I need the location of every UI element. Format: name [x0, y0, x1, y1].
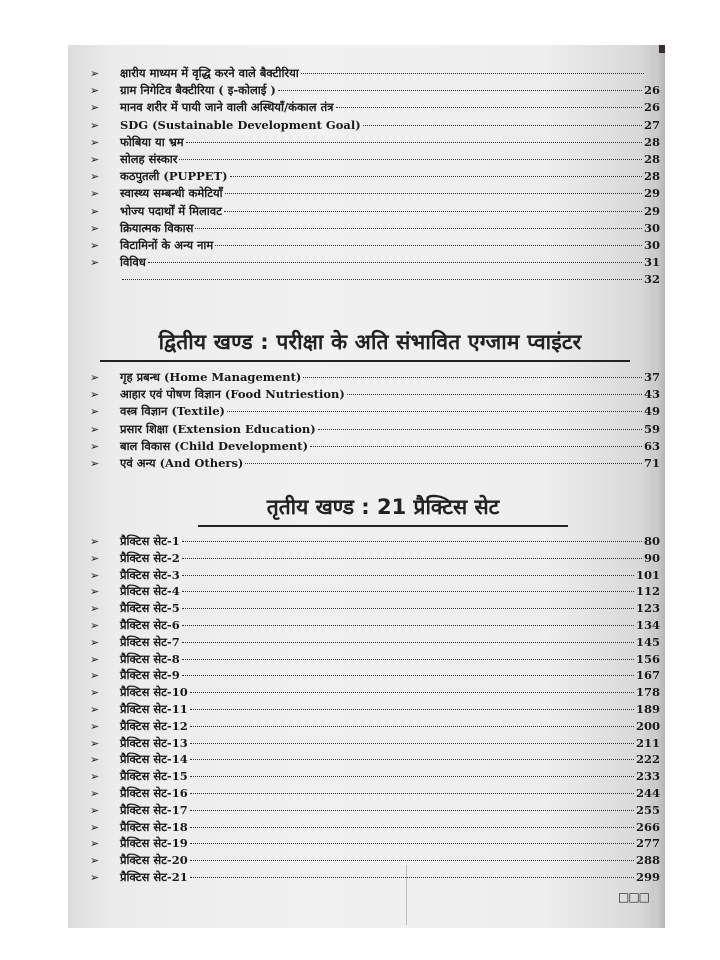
toc-entry-page-number: 123 [635, 601, 660, 616]
toc-entry-title: प्रैक्टिस सेट-13 [120, 735, 188, 750]
toc-entry[interactable] [90, 455, 660, 472]
section-3-underline [198, 525, 568, 527]
bullet-arrow-icon: ➢ [90, 67, 100, 80]
toc-entry-title: कठपुतली (PUPPET) [120, 169, 228, 184]
toc-entry[interactable] [90, 768, 660, 785]
dot-leader [190, 877, 634, 878]
toc-entry[interactable] [90, 852, 660, 869]
toc-entry[interactable] [90, 438, 660, 455]
toc-entry-page-number: 277 [635, 836, 660, 851]
dot-leader [215, 245, 642, 246]
bullet-arrow-icon: ➢ [90, 803, 100, 817]
toc-entry[interactable] [90, 237, 660, 254]
dot-leader [190, 793, 634, 794]
toc-entry-page-number: 244 [635, 785, 660, 800]
toc-entry[interactable] [90, 421, 660, 438]
dot-leader [148, 262, 642, 263]
bullet-arrow-icon: ➢ [90, 256, 100, 270]
toc-entry[interactable] [90, 802, 660, 819]
toc-entry-page-number: 255 [635, 802, 660, 817]
toc-entry[interactable] [90, 99, 660, 116]
toc-entry-page-number: 134 [635, 617, 660, 632]
bullet-arrow-icon: ➢ [90, 221, 100, 235]
toc-entry[interactable] [90, 168, 660, 185]
toc-entry-title: क्षारीय माध्यम में वृद्धि करने वाले बैक्टीरिया [120, 66, 299, 80]
bullet-arrow-icon: ➢ [90, 101, 100, 115]
bullet-arrow-icon: ➢ [90, 152, 100, 166]
dot-leader [190, 743, 634, 744]
bullet-arrow-icon: ➢ [90, 686, 100, 700]
dot-leader [318, 429, 642, 430]
toc-entry[interactable] [90, 185, 660, 202]
section-3-title: तृतीय खण्ड : 21 प्रैक्टिस सेट [266, 495, 500, 519]
section-3-heading [198, 493, 568, 527]
toc-entry-title: बाल विकास (Child Development) [120, 438, 309, 453]
toc-entry-title: प्रैक्टिस सेट-20 [120, 853, 188, 868]
bullet-arrow-icon: ➢ [90, 439, 100, 453]
toc-entry-page-number: 233 [635, 769, 660, 784]
dot-leader [336, 107, 642, 108]
dot-leader [190, 776, 634, 777]
dot-leader [363, 125, 642, 126]
dot-leader [278, 90, 642, 91]
bullet-arrow-icon: ➢ [90, 770, 100, 784]
toc-entry[interactable] [90, 835, 660, 852]
dot-leader [190, 709, 634, 710]
toc-entry-title: प्रैक्टिस सेट-16 [120, 785, 188, 800]
section-2-underline [100, 360, 630, 362]
dot-leader [195, 228, 642, 229]
toc-entry-title: आहार एवं पोषण विज्ञान (Food Nutriestion) [120, 387, 345, 402]
toc-entry-title: क्रियात्मक विकास [120, 220, 194, 235]
toc-entry-page-number: 30 [643, 237, 660, 252]
dot-leader [310, 446, 642, 447]
dot-leader [182, 659, 634, 660]
dot-leader [230, 176, 642, 177]
toc-entry-title: प्रैक्टिस सेट-5 [120, 601, 180, 616]
dot-leader [301, 73, 644, 74]
book-page [68, 45, 665, 928]
dot-leader [190, 759, 634, 760]
toc-entry-page-number: 299 [635, 869, 660, 884]
toc-entry[interactable] [90, 151, 660, 168]
toc-entry-page-number: 26 [643, 100, 660, 115]
dot-leader [303, 377, 642, 378]
page-crease [406, 865, 407, 925]
dot-leader [225, 193, 642, 194]
toc-entry-title: प्रैक्टिस सेट-12 [120, 718, 188, 733]
toc-entry[interactable] [90, 667, 660, 684]
bullet-arrow-icon: ➢ [90, 652, 100, 666]
toc-entry-page-number: 31 [643, 255, 660, 270]
bullet-arrow-icon: ➢ [90, 568, 100, 582]
bullet-arrow-icon: ➢ [90, 786, 100, 800]
bullet-arrow-icon: ➢ [90, 238, 100, 252]
toc-entry-title: प्रैक्टिस सेट-8 [120, 651, 180, 666]
toc-entry-page-number: 32 [643, 272, 660, 287]
bullet-arrow-icon: ➢ [90, 84, 100, 98]
bullet-arrow-icon: ➢ [90, 371, 100, 384]
toc-entry[interactable] [90, 65, 660, 82]
bullet-arrow-icon: ➢ [90, 719, 100, 733]
toc-entry-page-number: 71 [643, 455, 660, 470]
toc-entry-page-number: 30 [643, 220, 660, 235]
toc-entry[interactable] [90, 203, 660, 220]
toc-entry[interactable] [90, 684, 660, 701]
toc-entry-page-number: 29 [643, 186, 660, 201]
bullet-arrow-icon: ➢ [90, 135, 100, 149]
toc-entry-page-number: 43 [643, 387, 660, 402]
toc-entry-title: विटामिनों के अन्य नाम [120, 237, 214, 252]
toc-entry-title: एवं अन्य (And Others) [120, 455, 244, 470]
toc-entry[interactable] [90, 386, 660, 403]
toc-entry-page-number: 145 [635, 634, 660, 649]
toc-entry[interactable] [90, 785, 660, 802]
dot-leader [182, 608, 634, 609]
end-of-section-mark: □□□ [617, 890, 649, 904]
dot-leader [190, 692, 634, 693]
toc-entry-title: ग्राम निगेटिव बैक्टीरिया ( इ-कोलाई ) [120, 83, 276, 98]
bullet-arrow-icon: ➢ [90, 736, 100, 750]
dot-leader [182, 591, 634, 592]
toc-entry[interactable] [90, 254, 660, 271]
toc-entry[interactable] [90, 751, 660, 768]
toc-entry-title: प्रसार शिक्षा (Extension Education) [120, 421, 316, 436]
dot-leader [190, 726, 634, 727]
toc-entry-title: प्रैक्टिस सेट-11 [120, 701, 188, 716]
toc-entry[interactable] [90, 134, 660, 151]
dot-leader [186, 142, 642, 143]
dot-leader [190, 827, 634, 828]
toc-entry-page-number: 178 [635, 685, 660, 700]
toc-entry-page-number: 90 [643, 550, 660, 565]
bullet-arrow-icon: ➢ [90, 820, 100, 834]
toc-entry-page-number: 156 [635, 651, 660, 666]
bullet-arrow-icon: ➢ [90, 422, 100, 436]
bullet-arrow-icon: ➢ [90, 602, 100, 616]
dot-leader [190, 843, 634, 844]
bullet-arrow-icon: ➢ [90, 456, 100, 470]
toc-entry-page-number: 59 [643, 421, 660, 436]
toc-entry[interactable] [90, 583, 660, 600]
bullet-arrow-icon: ➢ [90, 585, 100, 599]
toc-entry[interactable] [90, 271, 660, 288]
dot-leader [182, 575, 634, 576]
toc-entry[interactable] [90, 701, 660, 718]
bullet-arrow-icon: ➢ [90, 618, 100, 632]
toc-entry-title: भोज्य पदार्थों में मिलावट [120, 203, 222, 218]
toc-entry-title: प्रैक्टिस सेट-14 [120, 752, 188, 767]
toc-entry-title: प्रैक्टिस सेट-1 [120, 534, 180, 548]
toc-entry-page-number: 101 [635, 567, 660, 582]
toc-entry[interactable] [90, 617, 660, 634]
toc-entry-page-number: 26 [643, 83, 660, 98]
dot-leader [182, 541, 642, 542]
toc-entry-title: प्रैक्टिस सेट-21 [120, 869, 188, 884]
dot-leader [347, 394, 642, 395]
bullet-arrow-icon: ➢ [90, 669, 100, 683]
dot-leader [182, 558, 642, 559]
toc-entry-page-number: 28 [643, 134, 660, 149]
dot-leader [190, 810, 634, 811]
toc-entry[interactable] [90, 869, 660, 886]
toc-entry-page-number: 189 [635, 701, 660, 716]
toc-entry-title: प्रैक्टिस सेट-3 [120, 567, 180, 582]
toc-entry-page-number: 80 [643, 534, 660, 548]
dot-leader [179, 159, 642, 160]
toc-entry-page-number: 112 [635, 584, 660, 599]
toc-entry[interactable] [90, 82, 660, 99]
toc-entry[interactable] [90, 819, 660, 836]
dot-leader [224, 211, 642, 212]
toc-section-3 [90, 533, 660, 886]
dot-leader [182, 675, 634, 676]
toc-entry-title: प्रैक्टिस सेट-19 [120, 836, 188, 851]
toc-entry-title: प्रैक्टिस सेट-17 [120, 802, 188, 817]
toc-entry-page-number: 29 [643, 203, 660, 218]
toc-entry-page-number: 28 [643, 151, 660, 166]
bullet-arrow-icon: ➢ [90, 702, 100, 716]
toc-entry-title: गृह प्रबन्ध (Home Management) [120, 370, 302, 384]
bullet-arrow-icon: ➢ [90, 837, 100, 851]
section-2-title: द्वितीय खण्ड : परीक्षा के अति संभावित एग्जाम प्वाइंटर [158, 330, 582, 354]
toc-entry-title: प्रैक्टिस सेट-10 [120, 685, 188, 700]
toc-entry-page-number: 37 [643, 370, 660, 384]
toc-entry-page-number: 167 [635, 668, 660, 683]
toc-entry[interactable] [90, 369, 660, 386]
toc-entry-title: स्वास्थ्य सम्बन्धी कमेटियाँ [120, 186, 223, 201]
bullet-arrow-icon: ➢ [90, 551, 100, 565]
toc-entry[interactable] [90, 533, 660, 550]
bullet-arrow-icon: ➢ [90, 204, 100, 218]
toc-entry-title: प्रैक्टिस सेट-7 [120, 634, 180, 649]
toc-section-1 [90, 65, 660, 288]
toc-entry[interactable] [90, 220, 660, 237]
toc-entry-page-number: 28 [643, 169, 660, 184]
bullet-arrow-icon: ➢ [90, 635, 100, 649]
bullet-arrow-icon: ➢ [90, 870, 100, 884]
corner-mark [659, 45, 665, 53]
toc-entry[interactable] [90, 718, 660, 735]
toc-entry-title: विविध [120, 255, 146, 270]
bullet-arrow-icon: ➢ [90, 405, 100, 419]
bullet-arrow-icon: ➢ [90, 118, 100, 132]
toc-entry-page-number: 266 [635, 819, 660, 834]
bullet-arrow-icon: ➢ [90, 388, 100, 402]
toc-entry-page-number: 211 [635, 735, 660, 750]
toc-section-2 [90, 369, 660, 472]
bullet-arrow-icon: ➢ [90, 854, 100, 868]
toc-entry-title: प्रैक्टिस सेट-6 [120, 617, 180, 632]
toc-entry-page-number: 49 [643, 404, 660, 419]
toc-entry[interactable] [90, 403, 660, 420]
dot-leader [227, 411, 642, 412]
toc-entry[interactable] [90, 634, 660, 651]
toc-entry[interactable] [90, 550, 660, 567]
toc-entry-page-number: 63 [643, 438, 660, 453]
toc-entry-title: प्रैक्टिस सेट-9 [120, 668, 180, 683]
toc-entry[interactable] [90, 117, 660, 134]
section-2-heading [100, 328, 640, 362]
bullet-arrow-icon: ➢ [90, 753, 100, 767]
dot-leader [182, 625, 634, 626]
toc-entry-title: मानव शरीर में पायी जाने वाली अस्थियाँ/कंकाल तंत्र [120, 100, 334, 115]
toc-entry[interactable] [90, 567, 660, 584]
toc-entry-page-number: 222 [635, 752, 660, 767]
dot-leader [190, 860, 634, 861]
toc-entry-title: प्रैक्टिस सेट-18 [120, 819, 188, 834]
toc-entry-title: SDG (Sustainable Development Goal) [120, 117, 361, 132]
toc-entry-title: वस्त्र विज्ञान (Textile) [120, 404, 225, 419]
toc-entry[interactable] [90, 735, 660, 752]
toc-entry-title: फोबिया या भ्रम [120, 134, 184, 149]
toc-entry[interactable] [90, 600, 660, 617]
dot-leader [182, 642, 634, 643]
toc-entry-title: प्रैक्टिस सेट-15 [120, 769, 188, 784]
toc-entry-title: प्रैक्टिस सेट-4 [120, 584, 180, 599]
toc-entry-page-number: 288 [635, 853, 660, 868]
toc-entry[interactable] [90, 651, 660, 668]
dot-leader [122, 279, 642, 280]
dot-leader [245, 463, 642, 464]
toc-entry-title: प्रैक्टिस सेट-2 [120, 550, 180, 565]
toc-entry-page-number: 200 [635, 718, 660, 733]
bullet-arrow-icon: ➢ [90, 535, 100, 548]
bullet-arrow-icon: ➢ [90, 170, 100, 184]
toc-entry-page-number: 27 [643, 117, 660, 132]
toc-entry-title: सोलह संस्कार [120, 151, 178, 166]
bullet-arrow-icon: ➢ [90, 187, 100, 201]
